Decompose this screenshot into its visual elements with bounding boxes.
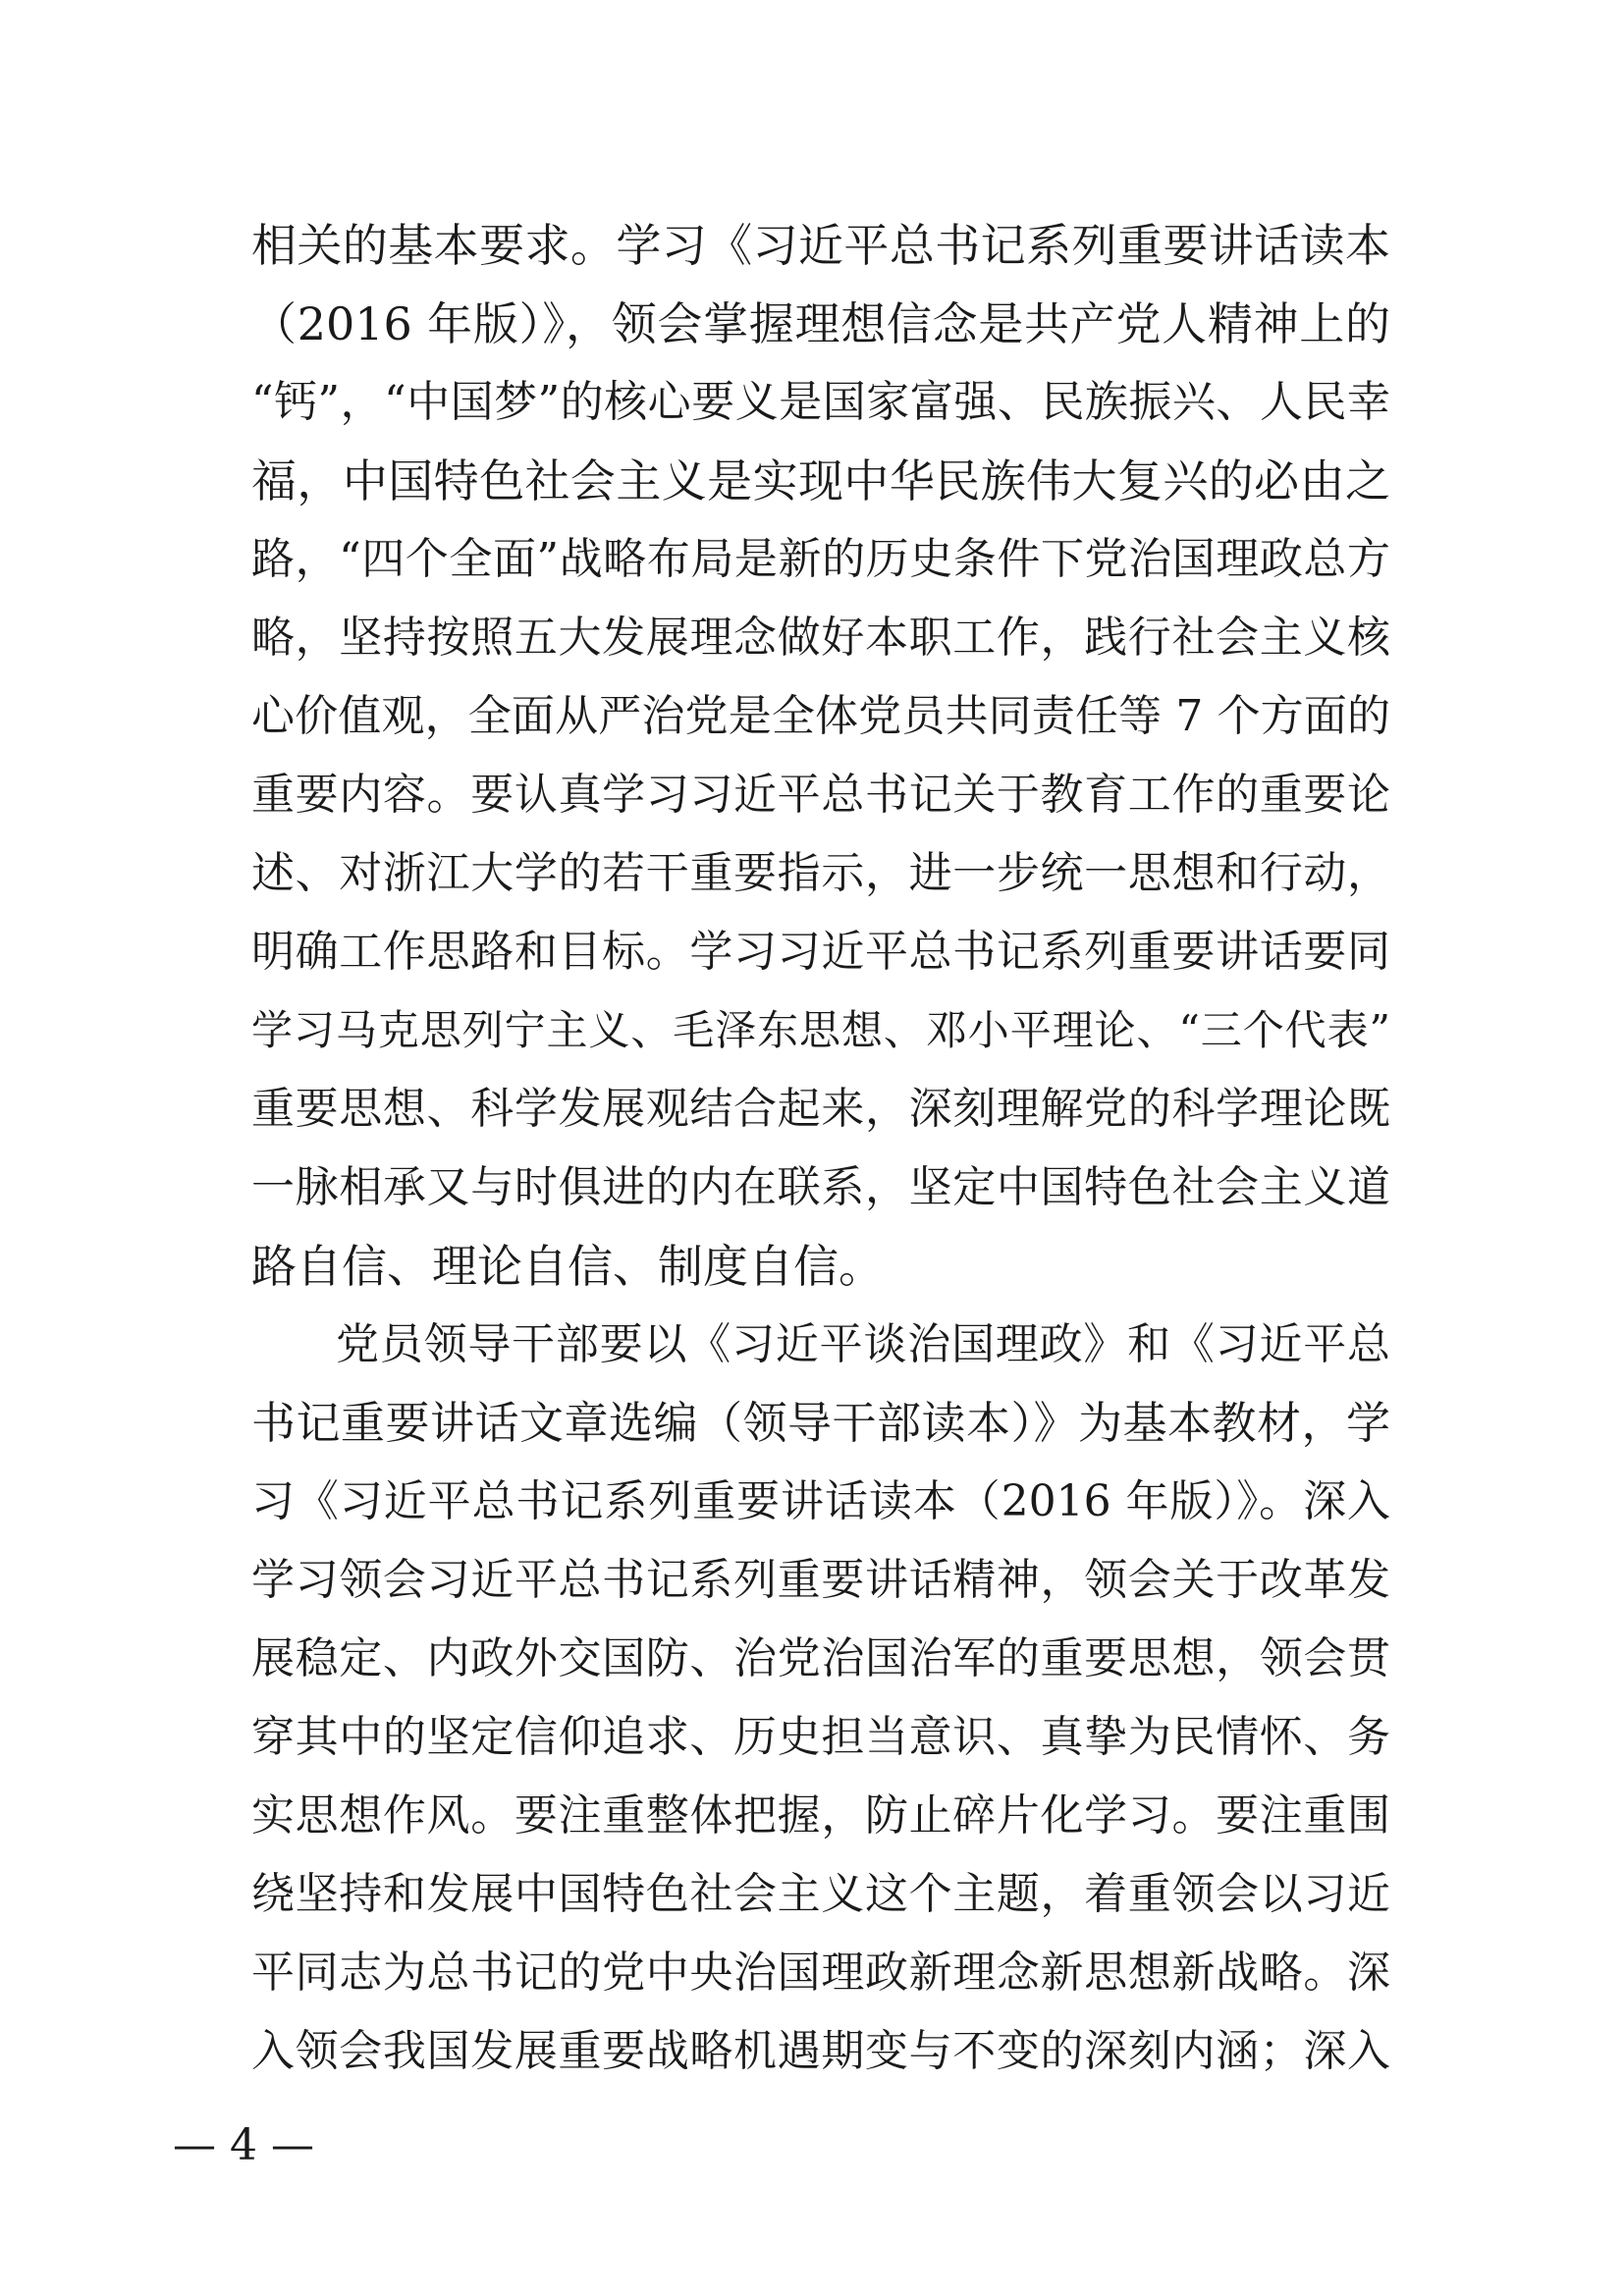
paragraph-line: 平同志为总书记的党中央治国理政新理念新思想新战略。深 — [251, 1948, 1390, 1998]
paragraph-line: 学习马克思列宁主义、毛泽东思想、邓小平理论、“三个代表” — [251, 1006, 1390, 1054]
paragraph-line: 重要内容。要认真学习习近平总书记关于教育工作的重要论 — [251, 770, 1390, 820]
paragraph-line: 重要思想、科学发展观结合起来，深刻理解党的科学理论既 — [251, 1084, 1390, 1134]
paragraph-line: 穿其中的坚定信仰追求、历史担当意识、真挚为民情怀、务 — [251, 1712, 1390, 1762]
paragraph-line: 一脉相承又与时俱进的内在联系，坚定中国特色社会主义道 — [251, 1162, 1390, 1212]
paragraph-line: 明确工作思路和目标。学习习近平总书记系列重要讲话要同 — [251, 927, 1390, 977]
paragraph-line: 福，中国特色社会主义是实现中华民族伟大复兴的必由之 — [251, 454, 1390, 507]
paragraph-line: 绕坚持和发展中国特色社会主义这个主题，着重领会以习近 — [251, 1869, 1390, 1919]
paragraph-line: 相关的基本要求。学习《习近平总书记系列重要讲话读本 — [251, 219, 1390, 272]
paragraph-line: 展稳定、内政外交国防、治党治国治军的重要思想，领会贯 — [251, 1633, 1390, 1683]
paragraph-line: 心价值观，全面从严治党是全体党员共同责任等 7 个方面的 — [251, 691, 1390, 741]
paragraph-line: （2016 年版）》，领会掌握理想信念是共产党人精神上的 — [251, 297, 1390, 350]
paragraph-line: 路，“四个全面”战略布局是新的历史条件下党治国理政总方 — [251, 534, 1390, 584]
paragraph-line: 党员领导干部要以《习近平谈治国理政》和《习近平总 — [336, 1319, 1390, 1369]
paragraph-line: 实思想作风。要注重整体把握，防止碎片化学习。要注重围 — [251, 1790, 1390, 1841]
paragraph-line: 习《习近平总书记系列重要讲话读本（2016 年版）》。深入 — [251, 1476, 1390, 1526]
paragraph-line: 略，坚持按照五大发展理念做好本职工作，践行社会主义核 — [251, 613, 1390, 663]
paragraph-line: 路自信、理论自信、制度自信。 — [251, 1240, 884, 1293]
paragraph-line: 学习领会习近平总书记系列重要讲话精神，领会关于改革发 — [251, 1555, 1390, 1605]
paragraph-line: 书记重要讲话文章选编（领导干部读本）》为基本教材，学 — [251, 1397, 1390, 1449]
paragraph-line: 入领会我国发展重要战略机遇期变与不变的深刻内涵；深入 — [251, 2026, 1390, 2076]
paragraph-line: 述、对浙江大学的若干重要指示，进一步统一思想和行动， — [251, 848, 1390, 898]
page-number: — 4 — — [173, 2120, 314, 2170]
paragraph-line: “钙”，“中国梦”的核心要义是国家富强、民族振兴、人民幸 — [251, 377, 1390, 427]
